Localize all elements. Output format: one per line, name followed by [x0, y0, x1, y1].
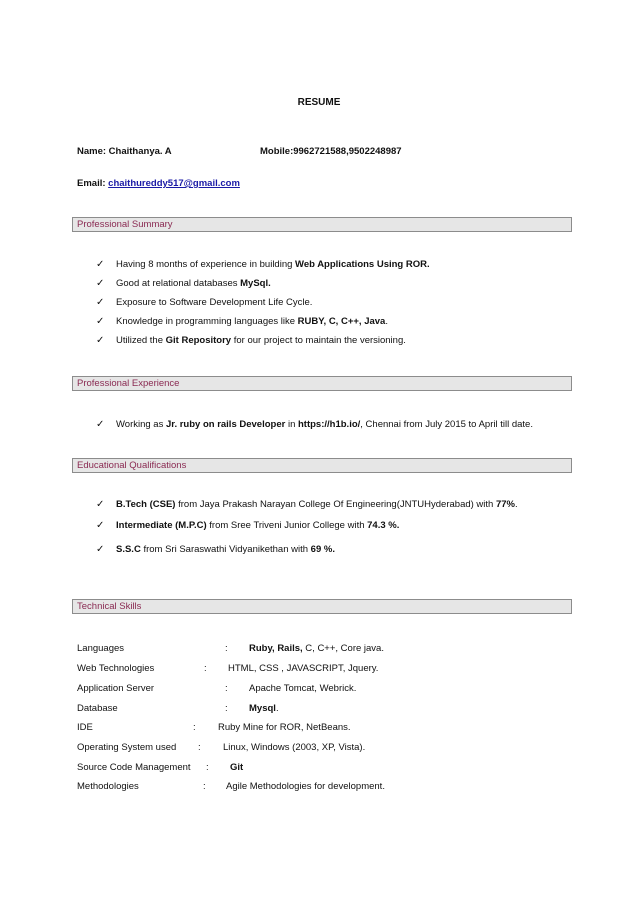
skill-label: IDE	[77, 722, 93, 733]
skill-value: Ruby, Rails, C, C++, Core java.	[249, 643, 384, 654]
list-item: ✓ S.S.C from Sri Saraswathi Vidyanikethan with 69 %.	[96, 544, 335, 555]
skill-colon: :	[198, 742, 201, 753]
skill-colon: :	[225, 643, 228, 654]
skill-value: Apache Tomcat, Webrick.	[249, 683, 357, 694]
skill-colon: :	[206, 762, 209, 773]
skill-label: Languages	[77, 643, 125, 654]
skill-value: Linux, Windows (2003, XP, Vista).	[223, 742, 366, 753]
skill-row-ide	[77, 722, 577, 736]
skill-label: Source Code Management	[77, 762, 191, 773]
skill-colon: :	[204, 663, 207, 674]
list-item: ✓ Having 8 months of experience in building Web Applications Using ROR.	[96, 259, 430, 270]
checkmark-icon: ✓	[96, 544, 105, 555]
skill-colon: :	[225, 703, 228, 714]
checkmark-icon: ✓	[96, 278, 105, 289]
list-item: ✓ Knowledge in programming languages like RUBY, C, C++, Java.	[96, 316, 388, 327]
list-item: ✓ Exposure to Software Development Life Cycle.	[96, 297, 313, 308]
checkmark-icon: ✓	[96, 335, 105, 346]
checkmark-icon: ✓	[96, 297, 105, 308]
checkmark-icon: ✓	[96, 520, 105, 531]
email-label: Email:	[77, 178, 109, 189]
section-header-summary: Professional Summary	[72, 217, 572, 232]
skill-label: Methodologies	[77, 781, 139, 792]
skill-value: Ruby Mine for ROR, NetBeans.	[218, 722, 351, 733]
mobile-field: Mobile:9962721588,9502248987	[260, 146, 402, 157]
skill-label: Application Server	[77, 683, 155, 694]
skill-value: HTML, CSS , JAVASCRIPT, Jquery.	[228, 663, 379, 674]
skill-row-source-code-management	[77, 762, 577, 776]
skill-value: Agile Methodologies for development.	[226, 781, 385, 792]
checkmark-icon: ✓	[96, 499, 105, 510]
list-item: ✓ Intermediate (M.P.C) from Sree Triveni Junior College with 74.3 %.	[96, 520, 400, 531]
skill-row-web-technologies	[77, 663, 577, 677]
checkmark-icon: ✓	[96, 419, 105, 430]
education-list	[96, 499, 518, 556]
email-link[interactable]: chaithureddy517@gmail.com	[108, 178, 240, 189]
skill-row-methodologies	[77, 781, 577, 795]
checkmark-icon: ✓	[96, 259, 105, 270]
list-item: ✓ Utilized the Git Repository for our project to maintain the versioning.	[96, 335, 406, 346]
skill-colon: :	[225, 683, 228, 694]
skill-label: Operating System used	[77, 742, 177, 753]
skill-label: Web Technologies	[77, 663, 155, 674]
section-header-skills: Technical Skills	[72, 599, 572, 614]
list-item: ✓ Working as Jr. ruby on rails Developer in https://h1b.io/, Chennai from July 2015 to April till date.	[96, 419, 533, 430]
skill-colon: :	[193, 722, 196, 733]
email-row	[77, 178, 240, 189]
page-title: RESUME	[297, 97, 341, 108]
name-field: Name: Chaithanya. A	[77, 146, 172, 157]
skill-row-application-server	[77, 683, 577, 697]
section-header-education: Educational Qualifications	[72, 458, 572, 473]
experience-list	[96, 419, 533, 431]
skill-row-database	[77, 703, 577, 717]
skill-value: Git	[230, 762, 244, 773]
skill-colon: :	[203, 781, 206, 792]
section-header-experience: Professional Experience	[72, 376, 572, 391]
checkmark-icon: ✓	[96, 316, 105, 327]
list-item: ✓ Good at relational databases MySql.	[96, 278, 271, 289]
summary-list	[96, 259, 430, 347]
skill-row-languages	[77, 643, 577, 657]
skill-row-operating-system	[77, 742, 577, 756]
list-item: ✓ B.Tech (CSE) from Jaya Prakash Narayan College Of Engineering(JNTUHyderabad) with 77%.	[96, 499, 518, 510]
skill-label: Database	[77, 703, 118, 714]
skill-value: Mysql.	[249, 703, 279, 714]
